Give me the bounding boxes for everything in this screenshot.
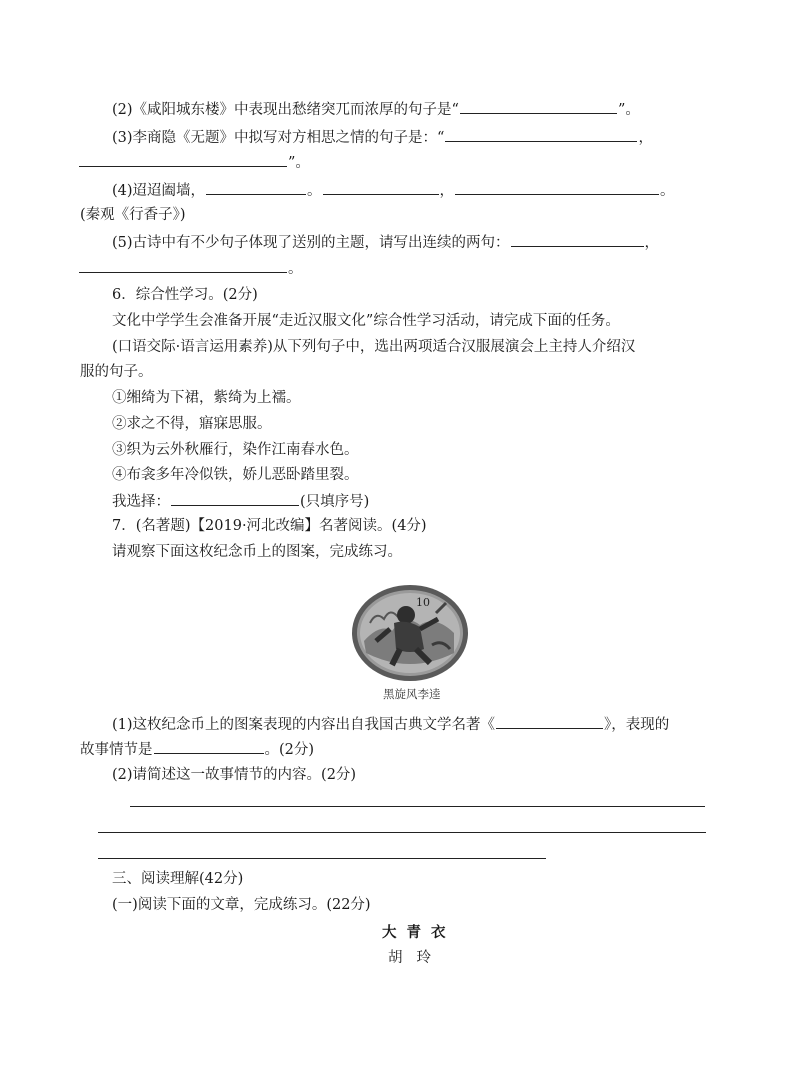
answer-blank[interactable] <box>511 232 644 247</box>
q6-heading: 6．综合性学习。(2分) <box>112 287 258 303</box>
answer-line[interactable] <box>98 832 706 833</box>
q6-task-line2: 服的句子。 <box>80 364 153 380</box>
q5-item3-cont: ”。 <box>78 152 310 173</box>
coin-number: 10 <box>416 596 430 609</box>
q5-item2: (2)《咸阳城东楼》中表现出愁绪突兀而浓厚的句子是“ ”。 <box>112 99 640 120</box>
answer-blank[interactable] <box>79 258 287 273</box>
q7-heading: 7．(名著题)【2019·河北改编】名著阅读。(4分) <box>112 518 427 534</box>
q5-item4-source: (秦观《行香子》) <box>80 207 186 223</box>
q5-item4-text: (4)迢迢阖墙， <box>112 183 206 199</box>
answer-blank[interactable] <box>455 180 659 195</box>
q6-option-1: ①缃绮为下裙，紫绮为上襦。 <box>112 390 301 406</box>
q6-choice: 我选择： (只填序号) <box>112 491 369 512</box>
coin-illustration <box>350 583 470 683</box>
article-title: 大青衣 <box>382 924 456 941</box>
q7-item1-cont: 故事情节是 。(2分) <box>80 739 314 760</box>
answer-line[interactable] <box>130 806 705 807</box>
answer-blank[interactable] <box>460 99 617 114</box>
q5-item5: (5)古诗中有不少句子体现了送别的主题，请写出连续的两句： ， <box>112 232 659 253</box>
article-author: 胡玲 <box>388 950 445 966</box>
answer-blank[interactable] <box>79 152 287 167</box>
answer-blank[interactable] <box>206 180 306 195</box>
q6-option-4: ④布衾多年冷似铁，娇儿恶卧踏里裂。 <box>112 467 359 483</box>
q6-intro: 文化中学学生会准备开展“走近汉服文化”综合性学习活动，请完成下面的任务。 <box>112 313 620 329</box>
q7-item1: (1)这枚纪念币上的图案表现的内容出自我国古典文学名著《 》，表现的 <box>112 714 669 735</box>
choice-blank[interactable] <box>171 491 299 506</box>
answer-blank[interactable] <box>496 714 603 729</box>
q5-item5-text: (5)古诗中有不少句子体现了送别的主题，请写出连续的两句： <box>112 235 510 251</box>
q5-item3-text: (3)李商隐《无题》中拟写对方相思之情的句子是：“ <box>112 130 445 146</box>
answer-line[interactable] <box>98 858 546 859</box>
q6-option-3: ③织为云外秋雁行，染作江南春水色。 <box>112 442 359 458</box>
coin-caption: 黑旋风李逵 <box>383 687 441 701</box>
q6-option-2: ②求之不得，寤寐思服。 <box>112 416 272 432</box>
q7-intro: 请观察下面这枚纪念币上的图案，完成练习。 <box>112 544 402 560</box>
answer-blank[interactable] <box>323 180 439 195</box>
section3-subheading: (一)阅读下面的文章，完成练习。(22分) <box>112 897 371 913</box>
q5-item3: (3)李商隐《无题》中拟写对方相思之情的句子是：“ ， <box>112 127 653 148</box>
q6-task-line1: (口语交际·语言运用素养)从下列句子中，选出两项适合汉服展演会上主持人介绍汉 <box>112 339 636 355</box>
q5-item4: (4)迢迢阖墙， 。 ， 。 <box>112 180 675 201</box>
answer-blank[interactable] <box>154 739 264 754</box>
answer-blank[interactable] <box>445 127 637 142</box>
commemorative-coin-image <box>350 583 470 687</box>
q7-item2: (2)请简述这一故事情节的内容。(2分) <box>112 767 357 783</box>
q5-item2-text: (2)《咸阳城东楼》中表现出愁绪突兀而浓厚的句子是“ <box>112 102 459 118</box>
section3-heading: 三、阅读理解(42分) <box>112 871 244 887</box>
q5-item5-cont: 。 <box>78 258 303 279</box>
